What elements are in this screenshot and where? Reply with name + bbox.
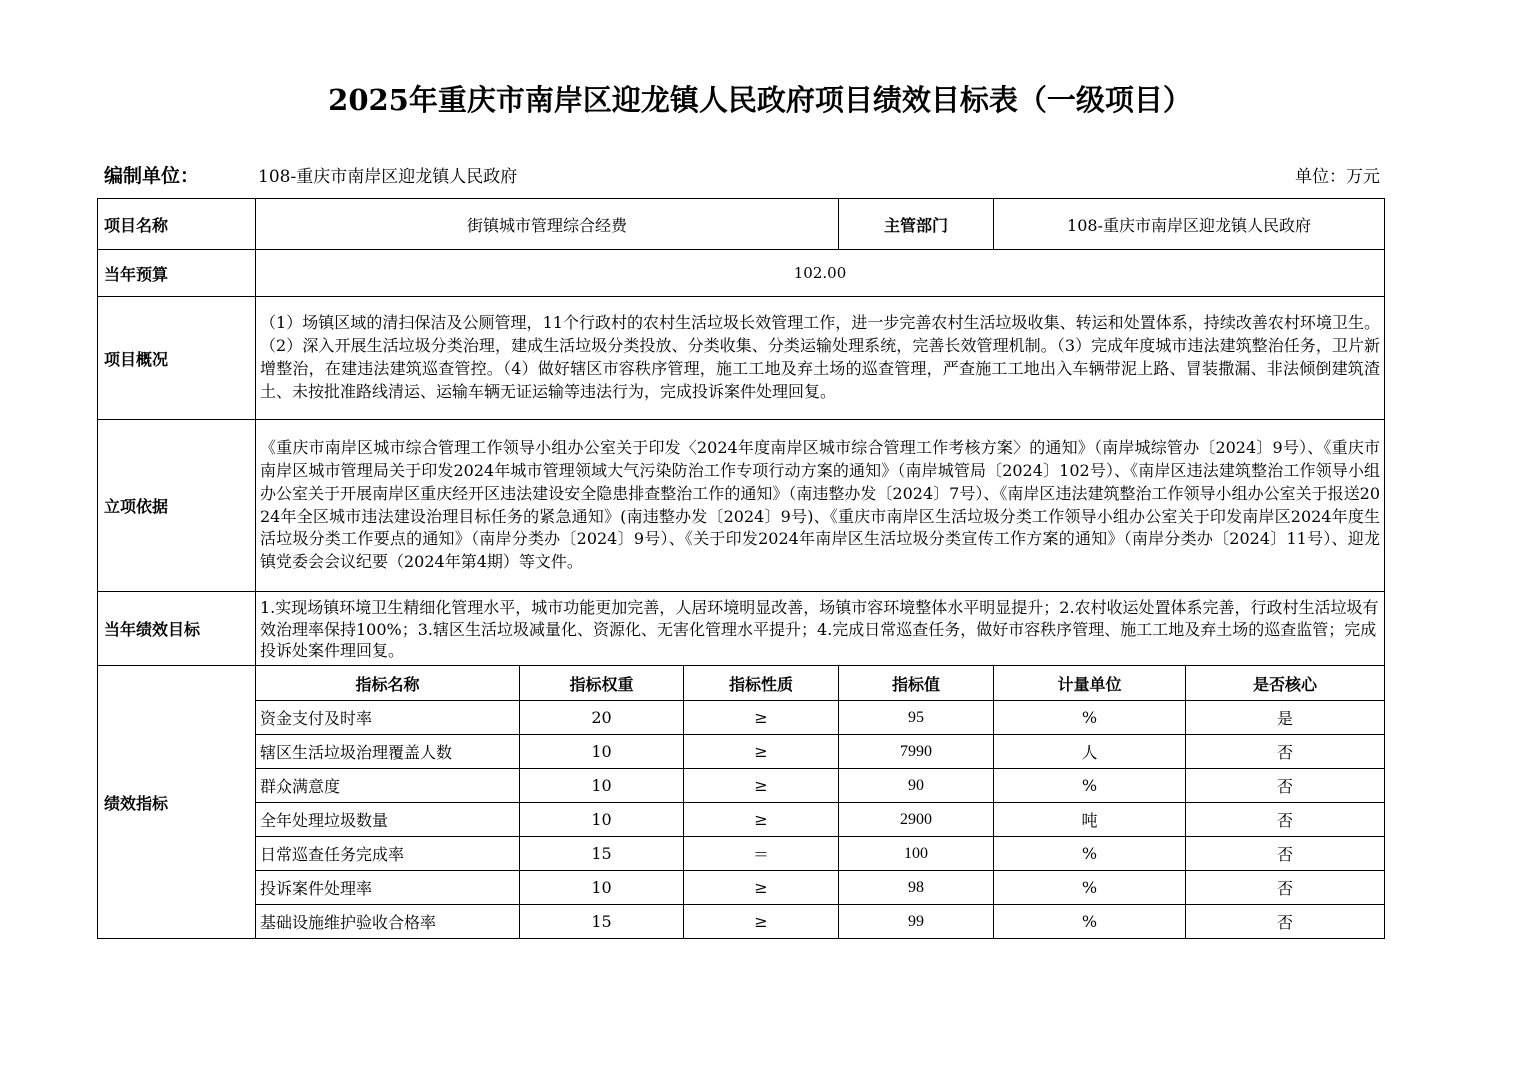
- indicator-unit: %: [994, 905, 1186, 939]
- indicator-value: 95: [839, 701, 994, 735]
- indicator-unit: 吨: [994, 803, 1186, 837]
- indicator-core: 否: [1186, 803, 1385, 837]
- indicator-value: 99: [839, 905, 994, 939]
- indicator-core: 否: [1186, 871, 1385, 905]
- overview-row: [98, 297, 1385, 420]
- table-row: [98, 769, 1385, 803]
- indicator-value: 98: [839, 871, 994, 905]
- table-row: [98, 871, 1385, 905]
- dept-value: 108-重庆市南岸区迎龙镇人民政府: [994, 199, 1385, 250]
- indicator-weight: 15: [520, 905, 684, 939]
- indicator-core: 否: [1186, 735, 1385, 769]
- basis-text: 《重庆市南岸区城市综合管理工作领导小组办公室关于印发〈2024年度南岸区城市综合管理工作考核方案〉的通知》（南岸城综管办〔2024〕9号）、《重庆市南岸区城市管理局关于印发2024年城市管理领域大气污染防治工作专项行动方案的通知》（南岸城管局〔2024〕102号）、《南岸区违法建筑整治工作领导小组办公室关于开展南岸区重庆经开区违法建设安全隐患排查整治工作的通知》（南违整办发〔2024〕7号）、《南岸区违法建筑整治工作领导小组办公室关于报送2024年全区城市违法建设治理目标任务的紧急通知》(南违整办发〔2024〕9号)、《重庆市南岸区生活垃圾分类工作领导小组办公室关于印发南岸区2024年度生活垃圾分类工作要点的通知》（南岸分类办〔2024〕9号）、《关于印发2024年南岸区生活垃圾分类宣传工作方案的通知》（南岸分类办〔2024〕11号）、迎龙镇党委会会议纪要（2024年第4期）等文件。: [256, 420, 1385, 592]
- unit-label: 单位：万元: [1295, 167, 1380, 187]
- project-name-value: 街镇城市管理综合经费: [256, 199, 839, 250]
- project-name-row: [98, 199, 1385, 250]
- goal-text: 1.实现场镇环境卫生精细化管理水平，城市功能更加完善，人居环境明显改善，场镇市容环境整体水平明显提升；2.农村收运处置体系完善，行政村生活垃圾有效治理率保持100%；3.辖区生活垃圾减量化、资源化、无害化管理水平提升；4.完成日常巡查任务，做好市容秩序管理、施工工地及弃土场的巡查监管；完成投诉处案件理回复。: [256, 592, 1385, 666]
- indicator-name: 全年处理垃圾数量: [256, 803, 520, 837]
- indicator-core: 否: [1186, 905, 1385, 939]
- table-row: [98, 803, 1385, 837]
- indicator-unit: %: [994, 837, 1186, 871]
- table-row: [98, 735, 1385, 769]
- org-label: 编制单位：: [104, 165, 200, 187]
- budget-label: 当年预算: [98, 250, 256, 297]
- performance-table: [97, 198, 1385, 939]
- indicator-core: 否: [1186, 769, 1385, 803]
- header-core: 是否核心: [1186, 666, 1385, 701]
- indicator-value: 7990: [839, 735, 994, 769]
- indicator-unit: 人: [994, 735, 1186, 769]
- indicator-value: 100: [839, 837, 994, 871]
- header-value: 指标值: [839, 666, 994, 701]
- indicator-weight: 10: [520, 769, 684, 803]
- indicator-nature: ≥: [684, 871, 839, 905]
- table-row: [98, 905, 1385, 939]
- indicator-nature: ≥: [684, 905, 839, 939]
- indicator-nature: ≥: [684, 735, 839, 769]
- header-nature: 指标性质: [684, 666, 839, 701]
- indicator-core: 否: [1186, 837, 1385, 871]
- indicator-name: 日常巡查任务完成率: [256, 837, 520, 871]
- page-title: 2025年重庆市南岸区迎龙镇人民政府项目绩效目标表（一级项目）: [328, 83, 1192, 117]
- header-unit: 计量单位: [994, 666, 1186, 701]
- indicator-value: 2900: [839, 803, 994, 837]
- overview-text: （1）场镇区域的清扫保洁及公厕管理，11个行政村的农村生活垃圾长效管理工作，进一步完善农村生活垃圾收集、转运和处置体系，持续改善农村环境卫生。（2）深入开展生活垃圾分类治理，建成生活垃圾分类投放、分类收集、分类运输处理系统，完善长效管理机制。（3）完成年度城市违法建筑整治任务，卫片新增整治，在建违法建筑巡查管控。（4）做好辖区市容秩序管理，施工工地及弃土场的巡查管理，严查施工工地出入车辆带泥上路、冒装撒漏、非法倾倒建筑渣土、未按批准路线清运、运输车辆无证运输等违法行为，完成投诉案件处理回复。: [256, 297, 1385, 420]
- basis-row: [98, 420, 1385, 592]
- indicator-nature: ≥: [684, 803, 839, 837]
- indicator-weight: 10: [520, 803, 684, 837]
- indicator-nature: ≥: [684, 769, 839, 803]
- goal-row: [98, 592, 1385, 666]
- indicator-unit: %: [994, 701, 1186, 735]
- indicator-name: 投诉案件处理率: [256, 871, 520, 905]
- indicator-name: 基础设施维护验收合格率: [256, 905, 520, 939]
- indicator-unit: %: [994, 769, 1186, 803]
- indicator-header-row: [98, 666, 1385, 701]
- indicator-core: 是: [1186, 701, 1385, 735]
- header-weight: 指标权重: [520, 666, 684, 701]
- overview-label: 项目概况: [98, 297, 256, 420]
- org-name: 108-重庆市南岸区迎龙镇人民政府: [258, 167, 518, 187]
- indicator-weight: 10: [520, 735, 684, 769]
- indicator-weight: 15: [520, 837, 684, 871]
- goal-label: 当年绩效目标: [98, 592, 256, 666]
- indicator-nature: ≥: [684, 701, 839, 735]
- table-row: [98, 701, 1385, 735]
- basis-label: 立项依据: [98, 420, 256, 592]
- table-row: [98, 837, 1385, 871]
- indicator-weight: 10: [520, 871, 684, 905]
- indicator-name: 群众满意度: [256, 769, 520, 803]
- header-indicator-name: 指标名称: [256, 666, 520, 701]
- budget-value: 102.00: [256, 250, 1385, 297]
- indicator-value: 90: [839, 769, 994, 803]
- indicator-name: 辖区生活垃圾治理覆盖人数: [256, 735, 520, 769]
- project-name-label: 项目名称: [98, 199, 256, 250]
- indicator-unit: %: [994, 871, 1186, 905]
- indicator-nature: ＝: [684, 837, 839, 871]
- budget-row: [98, 250, 1385, 297]
- indicator-weight: 20: [520, 701, 684, 735]
- indicator-name: 资金支付及时率: [256, 701, 520, 735]
- dept-label: 主管部门: [839, 199, 994, 250]
- indicator-label: 绩效指标: [98, 666, 256, 939]
